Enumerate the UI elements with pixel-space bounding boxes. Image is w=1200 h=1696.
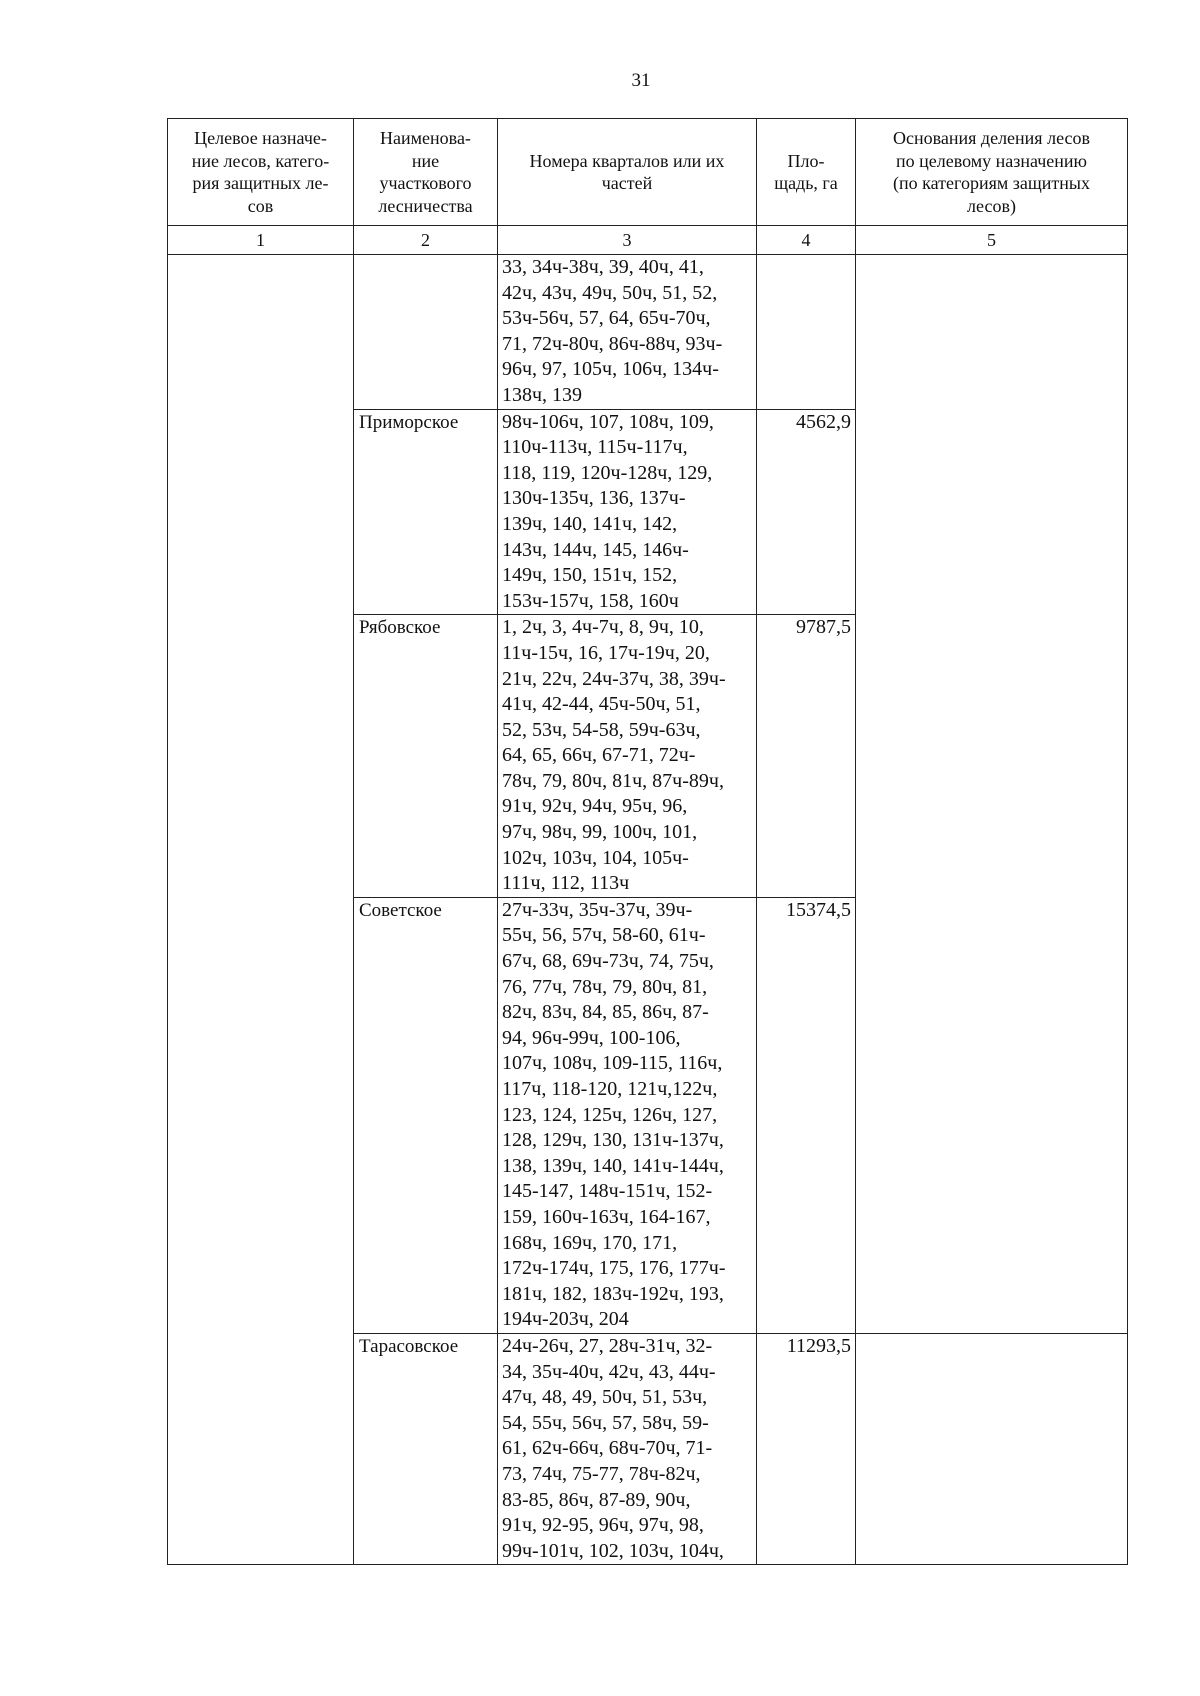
table-header-row [168,119,1128,226]
cell-forestry-name: Рябовское [354,615,498,898]
column-number: 5 [856,226,1128,255]
cell-quarters: 33, 34ч-38ч, 39, 40ч, 41, 42ч, 43ч, 49ч, 50ч, 51, 52, 53ч-56ч, 57, 64, 65ч-70ч, 71, 72ч-80ч, 86ч-88ч, 93ч- 96ч, 97, 105ч, 106ч, 134ч- 138ч, 139 [498,255,757,410]
cell-quarters: 27ч-33ч, 35ч-37ч, 39ч- 55ч, 56, 57ч, 58-60, 61ч- 67ч, 68, 69ч-73ч, 74, 75ч, 76, 77ч, 78ч, 79, 80ч, 81, 82ч, 83ч, 84, 85, 86ч, 87- 94, 96ч-99ч, 100-106, 107ч, 108ч, 109-115, 116ч, 117ч, 118-120, 121ч,122ч, 123, 124, 125ч, 126ч, 127, 128, 129ч, 130, 131ч-137ч, 138, 139ч, 140, 141ч-144ч, 145-147, 148ч-151ч, 152- 159, 160ч-163ч, 164-167, 168ч, 169ч, 170, 171, 172ч-174ч, 175, 176, 177ч- 181ч, 182, 183ч-192ч, 193, 194ч-203ч, 204 [498,897,757,1333]
header-forestry-name: Наименова- ние участкового лесничества [354,119,498,226]
cell-purpose [168,1333,354,1564]
cell-quarters: 1, 2ч, 3, 4ч-7ч, 8, 9ч, 10, 11ч-15ч, 16, 17ч-19ч, 20, 21ч, 22ч, 24ч-37ч, 38, 39ч- 41ч, 42-44, 45ч-50ч, 51, 52, 53ч, 54-58, 59ч-63ч, 64, 65, 66ч, 67-71, 72ч- 78ч, 79, 80ч, 81ч, 87ч-89ч, 91ч, 92ч, 94ч, 95ч, 96, 97ч, 98ч, 99, 100ч, 101, 102ч, 103ч, 104, 105ч- 111ч, 112, 113ч [498,615,757,898]
cell-forestry-name: Приморское [354,409,498,615]
cell-quarters: 24ч-26ч, 27, 28ч-31ч, 32- 34, 35ч-40ч, 42ч, 43, 44ч- 47ч, 48, 49, 50ч, 51, 53ч, 54, 55ч, 56ч, 57, 58ч, 59- 61, 62ч-66ч, 68ч-70ч, 71- 73, 74ч, 75-77, 78ч-82ч, 83-85, 86ч, 87-89, 90ч, 91ч, 92-95, 96ч, 97ч, 98, 99ч-101ч, 102, 103ч, 104ч, [498,1333,757,1564]
cell-area [757,255,856,410]
table-row [168,255,1128,410]
cell-basis [856,255,1128,1334]
column-number: 3 [498,226,757,255]
cell-purpose [168,255,354,1334]
table-row [168,1333,1128,1564]
cell-area: 15374,5 [757,897,856,1333]
header-purpose: Целевое назначе- ние лесов, катего- рия защитных ле- сов [168,119,354,226]
header-area: Пло- щадь, га [757,119,856,226]
cell-forestry-name: Тарасовское [354,1333,498,1564]
cell-quarters: 98ч-106ч, 107, 108ч, 109, 110ч-113ч, 115ч-117ч, 118, 119, 120ч-128ч, 129, 130ч-135ч, 136, 137ч- 139ч, 140, 141ч, 142, 143ч, 144ч, 145, 146ч- 149ч, 150, 151ч, 152, 153ч-157ч, 158, 160ч [498,409,757,615]
column-number: 2 [354,226,498,255]
header-quarters: Номера кварталов или их частей [498,119,757,226]
cell-basis [856,1333,1128,1564]
cell-area: 11293,5 [757,1333,856,1564]
cell-forestry-name: Советское [354,897,498,1333]
cell-area: 4562,9 [757,409,856,615]
forest-purpose-table [167,118,1128,1565]
page-number: 31 [631,70,651,91]
column-number-row [168,226,1128,255]
column-number: 1 [168,226,354,255]
cell-forestry-name [354,255,498,410]
header-basis: Основания деления лесов по целевому назначению (по категориям защитных лесов) [856,119,1128,226]
column-number: 4 [757,226,856,255]
cell-area: 9787,5 [757,615,856,898]
